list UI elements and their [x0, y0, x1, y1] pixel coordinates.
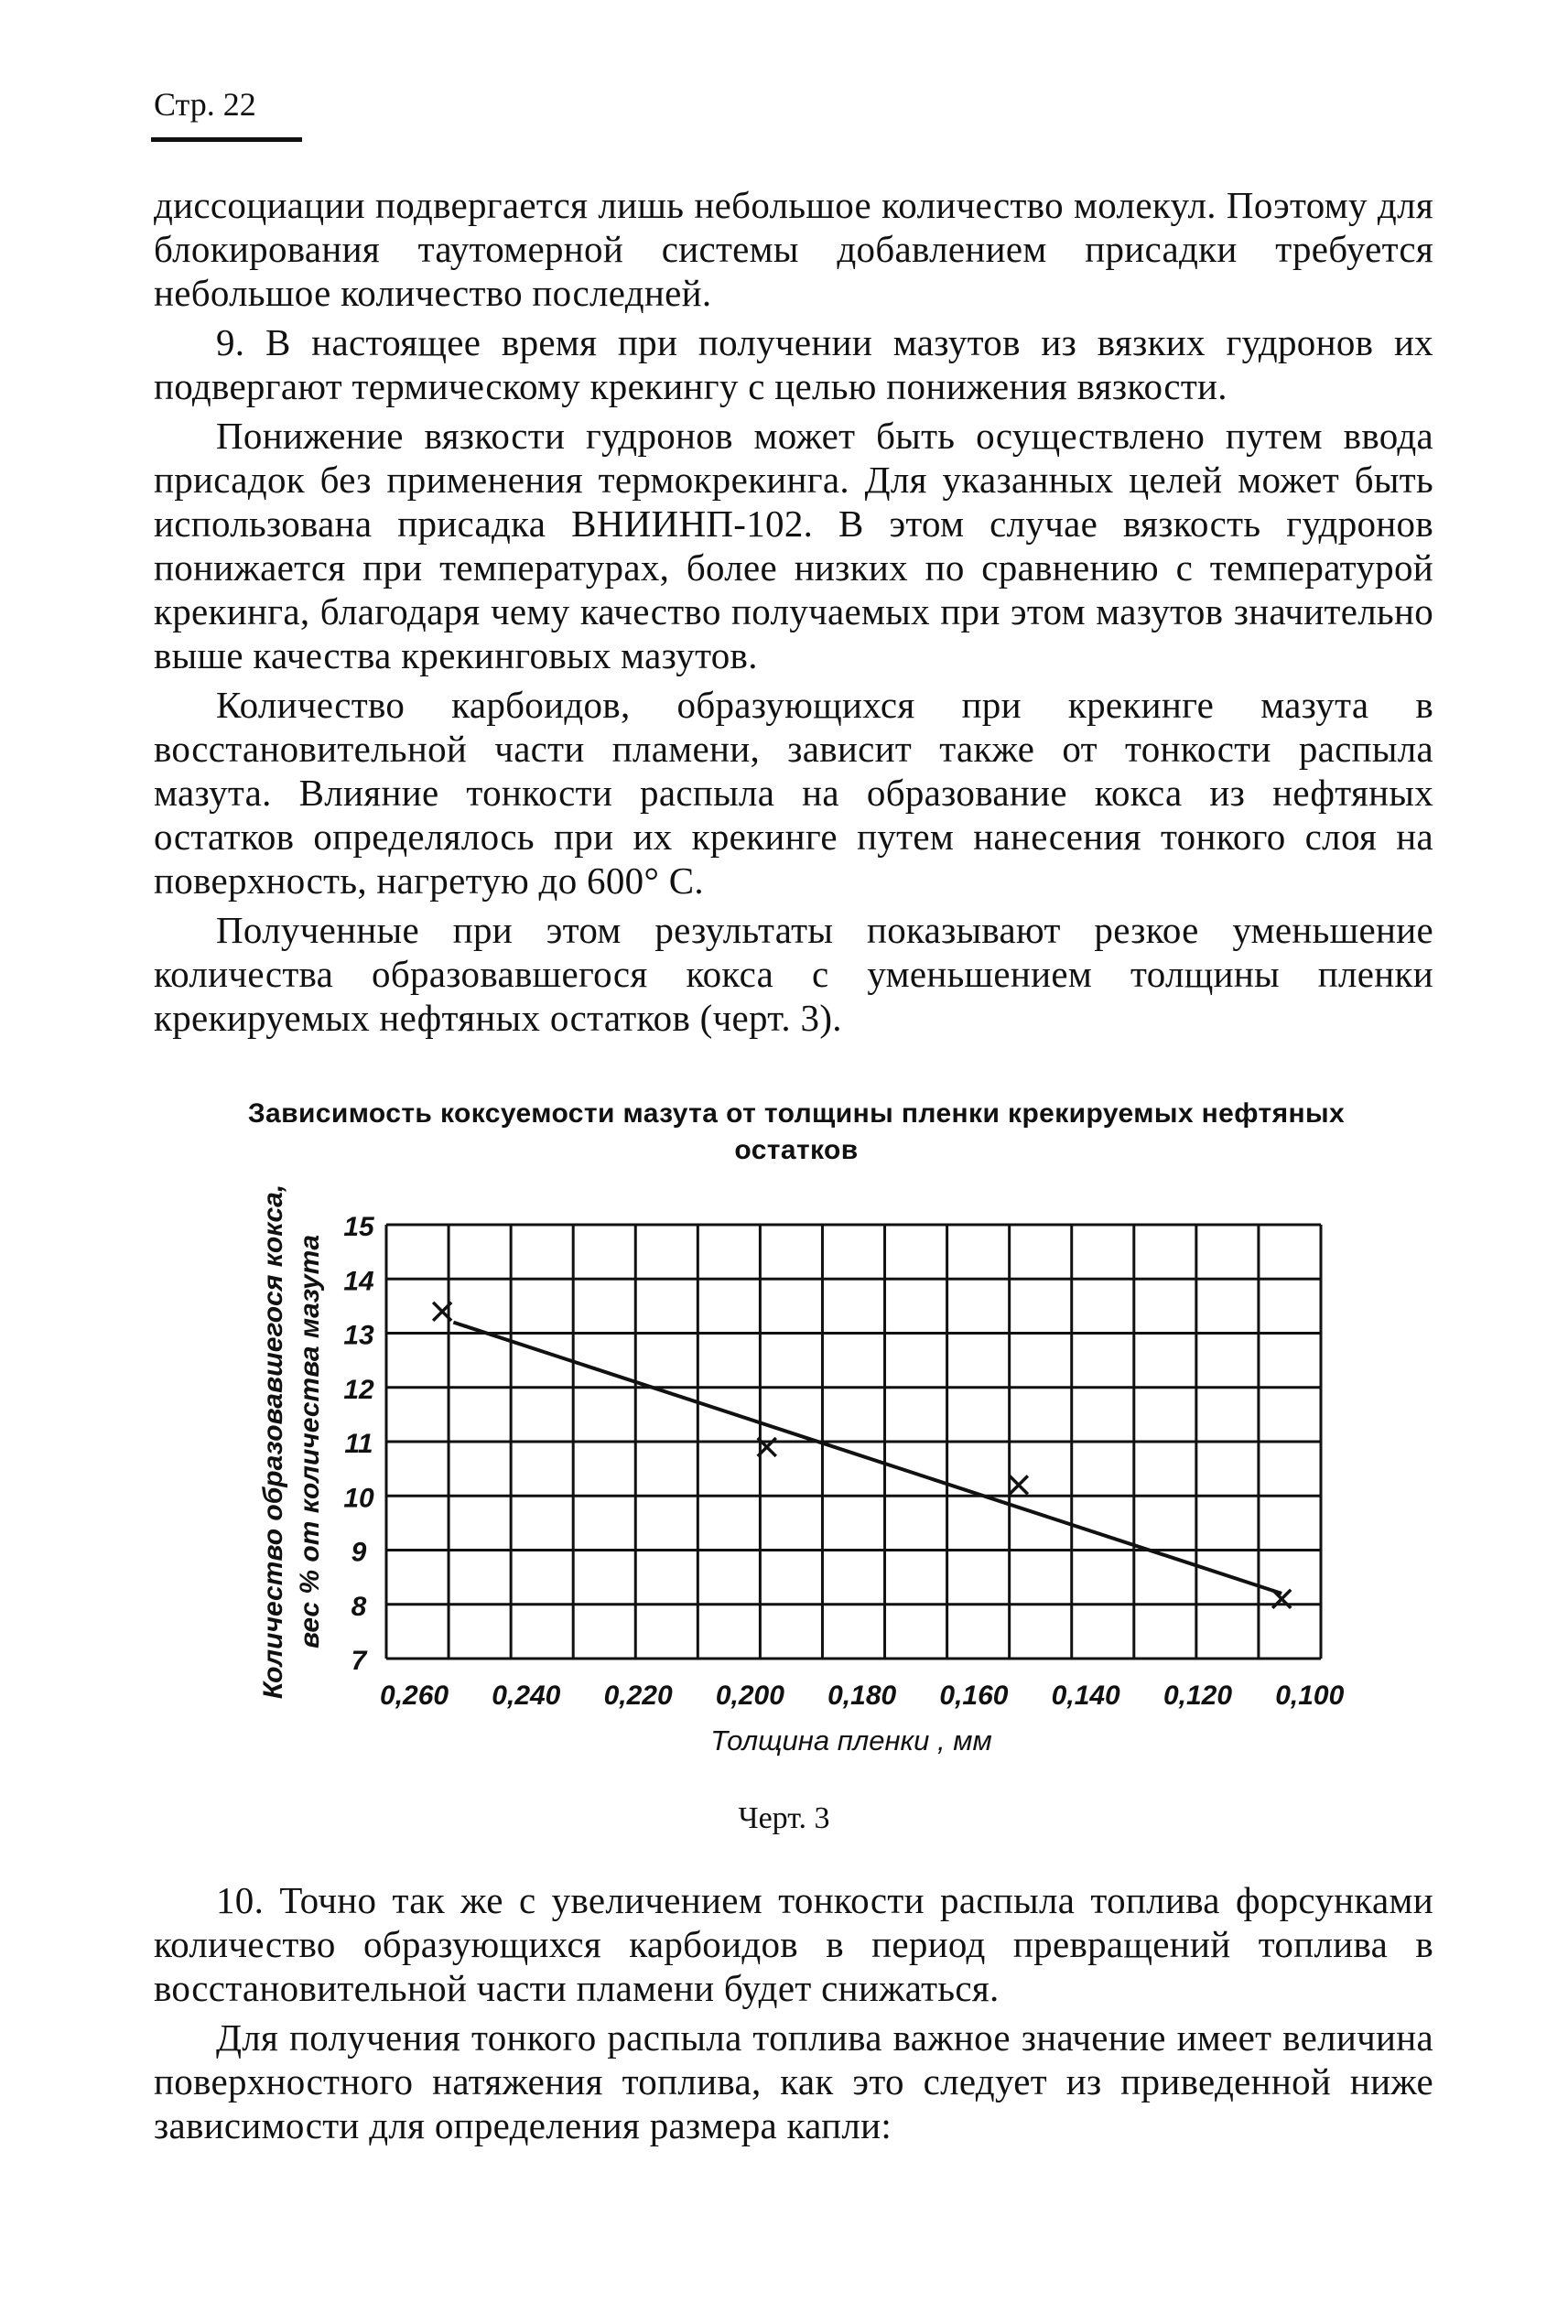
- header-rule: [151, 137, 302, 142]
- data-point-stroke: [1010, 1475, 1028, 1494]
- y-tick-label: 12: [343, 1374, 374, 1405]
- x-tick-label: 0,220: [603, 1681, 673, 1711]
- y-tick-label: 10: [343, 1483, 374, 1514]
- chart-title: Зависимость коксуемости мазута от толщины пленки крекируемых нефтяных остатков: [247, 1098, 1346, 1165]
- y-tick-label: 15: [343, 1212, 374, 1242]
- x-tick-label: 0,160: [939, 1681, 1009, 1711]
- data-point: [433, 1303, 451, 1321]
- data-point-stroke: [1272, 1590, 1291, 1608]
- x-tick-label: 0,120: [1162, 1681, 1233, 1711]
- data-point-stroke: [433, 1303, 451, 1321]
- y-axis-label: Количество образовавшегося кокса,: [258, 1184, 288, 1700]
- data-point-stroke: [758, 1438, 776, 1456]
- data-point: [1272, 1590, 1291, 1608]
- x-tick-label: 0,140: [1051, 1681, 1120, 1711]
- page-number: Стр. 22: [154, 86, 256, 123]
- x-tick-label: 0,200: [715, 1681, 784, 1711]
- trend-line: [453, 1323, 1281, 1594]
- x-tick-label: 0,180: [827, 1681, 897, 1711]
- paragraph: Для получения тонкого распыла топлива важное значение имеет величина поверхностного натяжения топлива, как это следует из приведенной ниже зависимости для определения размера капли:: [154, 2016, 1433, 2146]
- y-tick-label: 13: [343, 1320, 374, 1351]
- y-tick-label: 14: [343, 1266, 374, 1297]
- y-tick-label: 7: [351, 1646, 367, 1676]
- data-point-stroke: [1272, 1590, 1291, 1608]
- paragraph: 10. Точно так же с увеличением тонкости распыла топлива форсунками количество образующихся карбоидов в период превращений топлива в восстановительной части пламени будет снижаться.: [154, 1879, 1433, 2009]
- data-point-stroke: [433, 1303, 451, 1321]
- data-point: [758, 1438, 776, 1456]
- figure-caption: Черт. 3: [738, 1801, 830, 1835]
- paragraph: 9. В настоящее время при получении мазутов из вязких гудронов их подвергают термическому крекингу с целью понижения вязкости.: [154, 321, 1433, 407]
- data-point: [1010, 1475, 1028, 1494]
- x-tick-label: 0,100: [1275, 1681, 1345, 1711]
- paragraph: Полученные при этом результаты показывают резкое уменьшение количества образовавшегося кокса с уменьшением толщины пленки крекируемых нефтяных остатков (черт. 3).: [154, 909, 1433, 1039]
- y-axis-label: вес % от количества мазута: [295, 1234, 325, 1649]
- y-tick-label: 11: [344, 1429, 373, 1459]
- paragraph: диссоциации подвергается лишь небольшое количество молекул. Поэтому для блокирования таутомерной системы добавлением присадки требуется небольшое количество последней.: [154, 184, 1433, 314]
- paragraph: Количество карбоидов, образующихся при крекинге мазута в восстановительной части пламени, зависит также от тонкости распыла мазута. Влияние тонкости распыла на образование кокса из нефтяных остатков определялось при их крекинге путем нанесения тонкого слоя на поверхность, нагретую до 600° С.: [154, 684, 1433, 902]
- data-point-stroke: [758, 1438, 776, 1456]
- paragraph: Понижение вязкости гудронов может быть осуществлено путем ввода присадок без применения термокрекинга. Для указанных целей может быть использована присадка ВНИИНП-102. В этом случае вязкость гудронов понижается при температурах, более низких по сравнению с температурой крекинга, благодаря чему качество получаемых при этом мазутов значительно выше качества крекинговых мазутов.: [154, 415, 1433, 676]
- x-tick-label: 0,240: [492, 1681, 561, 1711]
- x-tick-label: 0,260: [380, 1681, 449, 1711]
- y-tick-label: 8: [351, 1591, 367, 1622]
- x-axis-label: Толщина пленки , мм: [710, 1724, 992, 1757]
- body-text-top: [154, 183, 1433, 1040]
- y-tick-label: 9: [351, 1537, 367, 1568]
- body-text-bottom: [154, 1878, 1433, 2147]
- data-point-stroke: [1010, 1475, 1028, 1494]
